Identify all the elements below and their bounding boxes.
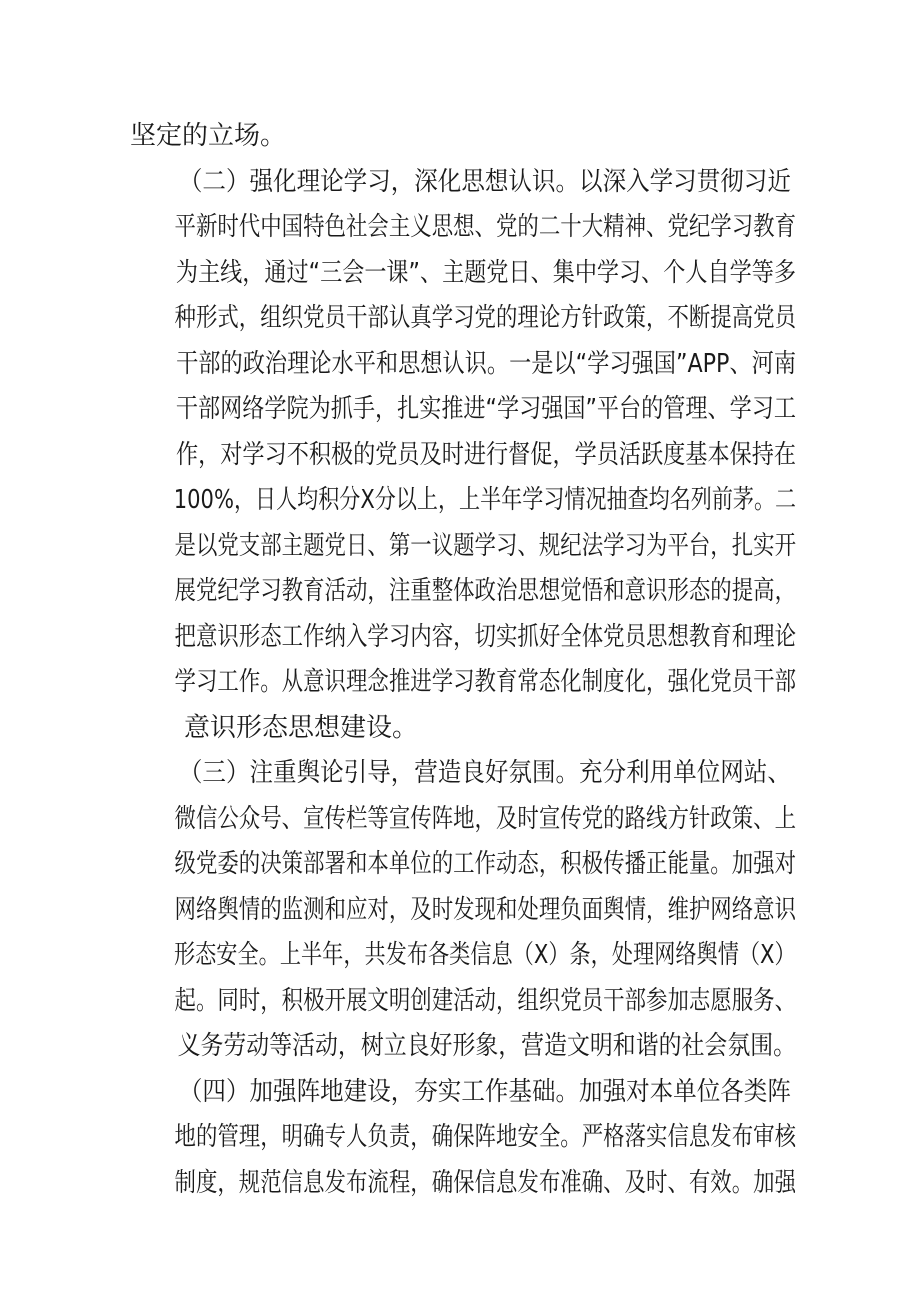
text-line: 级党委的决策部署和本单位的工作动态，积极传播正能量。加强对: [174, 849, 797, 879]
text-line: 100%，日人均积分X分以上，上半年学习情况抽查均名列前茅。二: [173, 485, 796, 515]
document-body: [130, 114, 796, 1206]
paragraph-3: [130, 751, 796, 1070]
text-line: 义务劳动等活动，树立良好形象，营造文明和谐的社会氛围。: [177, 1031, 797, 1061]
text-line: 是以党支部主题党日、第一议题学习、规纪法学习为平台，扎实开: [174, 530, 797, 561]
paragraph-2: [130, 160, 796, 752]
text-line: 地的管理，明确专人负责，确保阵地安全。严格落实信息发布审核: [174, 1122, 797, 1152]
text-line: 网络舆情的监测和应对，及时发现和处理负面舆情，维护网络意识: [174, 894, 797, 925]
text-line: 干部网络学院为抓手，扎实推进“学习强国”平台的管理、学习工: [175, 394, 796, 424]
text-line: 把意识形态工作纳入学习内容，切实抓好全体党员思想教育和理论: [174, 621, 797, 652]
text-line: 平新时代中国特色社会主义思想、党的二十大精神、党纪学习教育: [174, 212, 797, 242]
text-line: 种形式，组织党员干部认真学习党的理论方针政策，不断提高党员: [174, 303, 797, 333]
text-line: 坚定的立场。: [130, 121, 287, 151]
text-line: 为主线，通过“三会一课”、主题党日、集中学习、个人自学等多: [175, 257, 796, 288]
text-line: 展党纪学习教育活动，注重整体政治思想觉悟和意识形态的提高，: [174, 576, 797, 606]
text-line: 意识形态思想建设。: [184, 712, 419, 743]
paragraph-1: [130, 114, 796, 160]
text-line: 作，对学习不积极的党员及时进行督促，学员活跃度基本保持在: [175, 439, 797, 470]
text-line: 起。同时，积极开展文明创建活动，组织党员干部参加志愿服务、: [174, 985, 797, 1016]
text-line: 学习工作。从意识理念推进学习教育常态化制度化，强化党员干部: [174, 667, 797, 697]
text-line: （四）加强阵地建设，夯实工作基础。加强对本单位各类阵: [178, 1076, 791, 1107]
paragraph-4: [130, 1070, 796, 1207]
text-line: 制度，规范信息发布流程，确保信息发布准确、及时、有效。加强: [174, 1167, 797, 1198]
text-line: 干部的政治理论水平和思想认识。一是以“学习强国”APP、河南: [176, 348, 796, 379]
text-line: 微信公众号、宣传栏等宣传阵地，及时宣传党的路线方针政策、上: [174, 803, 797, 834]
text-line: 形态安全。上半年，共发布各类信息（X）条，处理网络舆情（X）: [173, 940, 796, 970]
text-line: （三）注重舆论引导，营造良好氛围。充分利用单位网站、: [178, 758, 791, 788]
text-line: （二）强化理论学习，深化思想认识。以深入学习贯彻习近: [178, 166, 791, 197]
